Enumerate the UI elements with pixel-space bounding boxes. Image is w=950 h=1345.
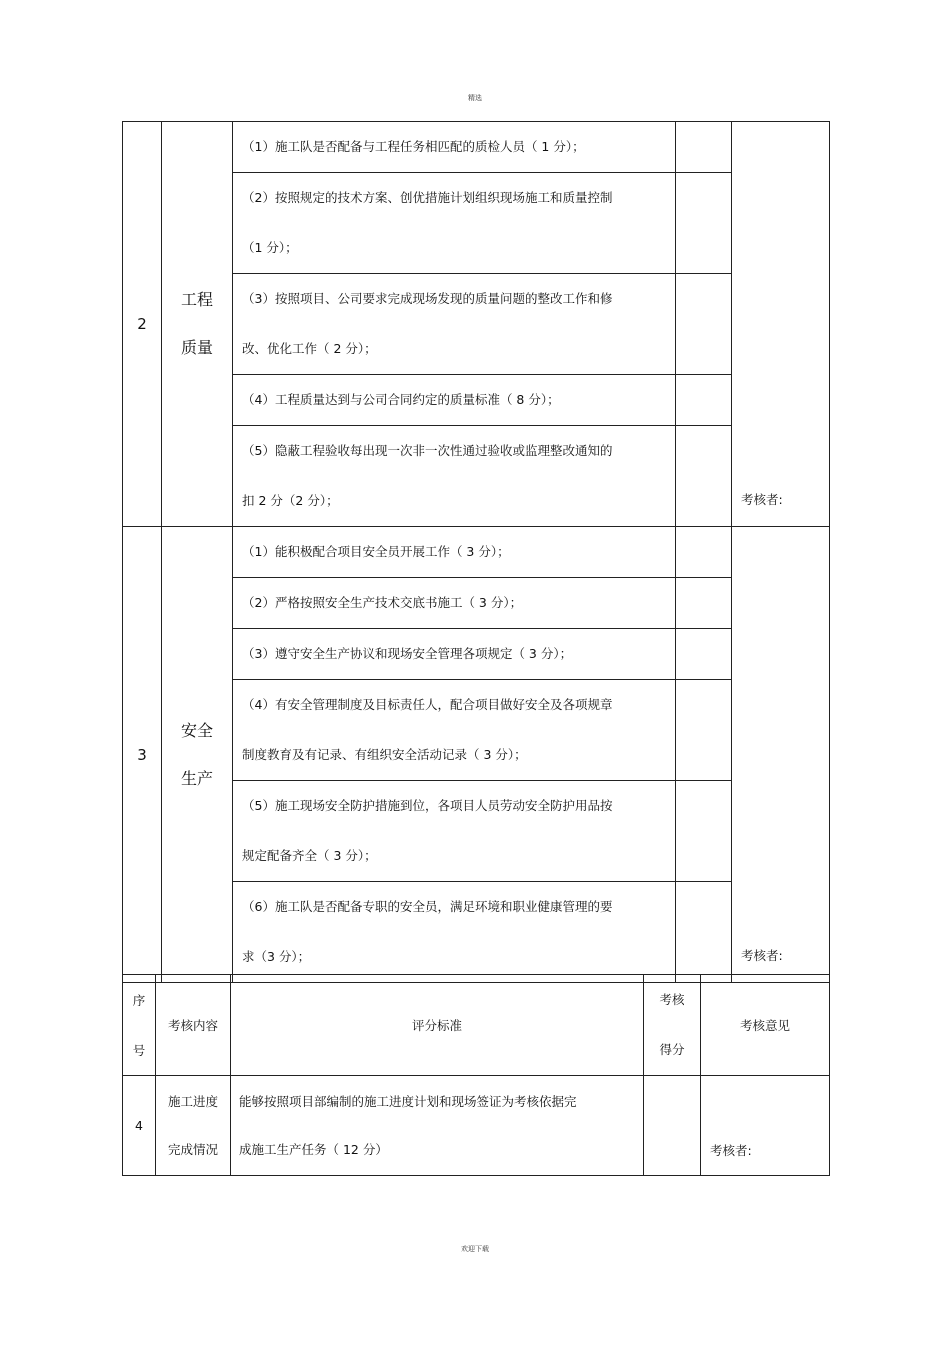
section-category <box>162 122 233 527</box>
page-header-text: 精选 <box>468 94 482 102</box>
criteria-text: （4）工程质量达到与公司合同约定的质量标准（ 8 分）； <box>242 392 560 407</box>
row-number: 4 <box>123 1076 156 1176</box>
criteria-item <box>233 122 676 173</box>
header-content: 考核内容 <box>156 975 231 1076</box>
score-cell[interactable] <box>676 426 732 527</box>
score-cell[interactable] <box>676 680 732 781</box>
header-text: 考核 <box>659 992 685 1007</box>
criteria-text: 改、优化工作（ 2 分）； <box>242 341 377 356</box>
criteria-item <box>233 629 676 680</box>
criteria-text: （1 分）； <box>242 240 298 255</box>
criteria-item <box>233 680 676 781</box>
criteria-item <box>233 527 676 578</box>
score-cell[interactable] <box>676 629 732 680</box>
score-cell[interactable] <box>676 527 732 578</box>
section-category <box>162 527 233 983</box>
header-seq <box>123 975 156 1076</box>
score-cell[interactable] <box>676 578 732 629</box>
criteria-item <box>233 274 676 375</box>
category-line: 工程 <box>180 290 213 309</box>
criteria-item <box>233 781 676 882</box>
score-cell[interactable] <box>676 882 732 983</box>
score-cell[interactable] <box>676 173 732 274</box>
criteria-text: （2）严格按照安全生产技术交底书施工（ 3 分）； <box>242 595 523 610</box>
score-cell[interactable] <box>644 1076 701 1176</box>
row-criteria <box>231 1076 644 1176</box>
criteria-text: （4）有安全管理制度及目标责任人，配合项目做好安全及各项规章 <box>242 697 613 712</box>
criteria-text: （1）施工队是否配备与工程任务相匹配的质检人员（ 1 分）； <box>242 139 585 154</box>
criteria-item <box>233 426 676 527</box>
header-score <box>644 975 701 1076</box>
page-footer-text: 欢迎下载 <box>461 1245 489 1253</box>
content-line: 施工进度 <box>167 1093 218 1109</box>
category-line: 生产 <box>180 768 213 788</box>
header-text: 得分 <box>659 1042 685 1057</box>
criteria-text: （2）按照规定的技术方案、创优措施计划组织现场施工和质量控制 <box>242 190 613 205</box>
reviewer-label: 考核者: <box>741 492 783 507</box>
section-number: 2 <box>123 122 162 527</box>
criteria-text: 能够按照项目部编制的施工进度计划和现场签证为考核依据完 <box>239 1093 577 1109</box>
header-text: 序 <box>132 992 146 1008</box>
criteria-text: （6）施工队是否配备专职的安全员，满足环境和职业健康管理的要 <box>242 899 613 914</box>
opinion-cell[interactable] <box>732 122 830 527</box>
header-text: 号 <box>132 1042 146 1058</box>
header-opinion: 考核意见 <box>701 975 830 1076</box>
assessment-table-secondary <box>122 974 830 1176</box>
reviewer-label: 考核者: <box>710 1143 752 1158</box>
score-cell[interactable] <box>676 274 732 375</box>
criteria-text: 制度教育及有记录、有组织安全活动记录（ 3 分）； <box>242 747 527 762</box>
category-line: 质量 <box>180 338 213 357</box>
criteria-text: 规定配备齐全（ 3 分）； <box>242 848 377 863</box>
criteria-text: （1）能积极配合项目安全员开展工作（ 3 分）； <box>242 544 510 559</box>
criteria-text: （3）遵守安全生产协议和现场安全管理各项规定（ 3 分）； <box>242 646 573 661</box>
criteria-text: 求（3 分）； <box>242 949 311 964</box>
content-line: 完成情况 <box>167 1141 218 1157</box>
criteria-item <box>233 375 676 426</box>
opinion-cell[interactable] <box>701 1076 830 1176</box>
criteria-item <box>233 578 676 629</box>
section-number: 3 <box>123 527 162 983</box>
category-line: 安全 <box>180 720 213 740</box>
assessment-table-main <box>122 121 830 983</box>
score-cell[interactable] <box>676 122 732 173</box>
criteria-text: （5）施工现场安全防护措施到位，各项目人员劳动安全防护用品按 <box>242 798 613 813</box>
criteria-text: 成施工生产任务（ 12 分） <box>239 1141 388 1157</box>
row-content <box>156 1076 231 1176</box>
opinion-cell[interactable] <box>732 527 830 983</box>
criteria-text: 扣 2 分（2 分）； <box>242 493 339 508</box>
header-criteria: 评分标准 <box>231 975 644 1076</box>
score-cell[interactable] <box>676 375 732 426</box>
criteria-text: （3）按照项目、公司要求完成现场发现的质量问题的整改工作和修 <box>242 291 613 306</box>
criteria-item <box>233 882 676 983</box>
reviewer-label: 考核者: <box>741 948 783 963</box>
criteria-item <box>233 173 676 274</box>
score-cell[interactable] <box>676 781 732 882</box>
criteria-text: （5）隐蔽工程验收每出现一次非一次性通过验收或监理整改通知的 <box>242 443 613 458</box>
